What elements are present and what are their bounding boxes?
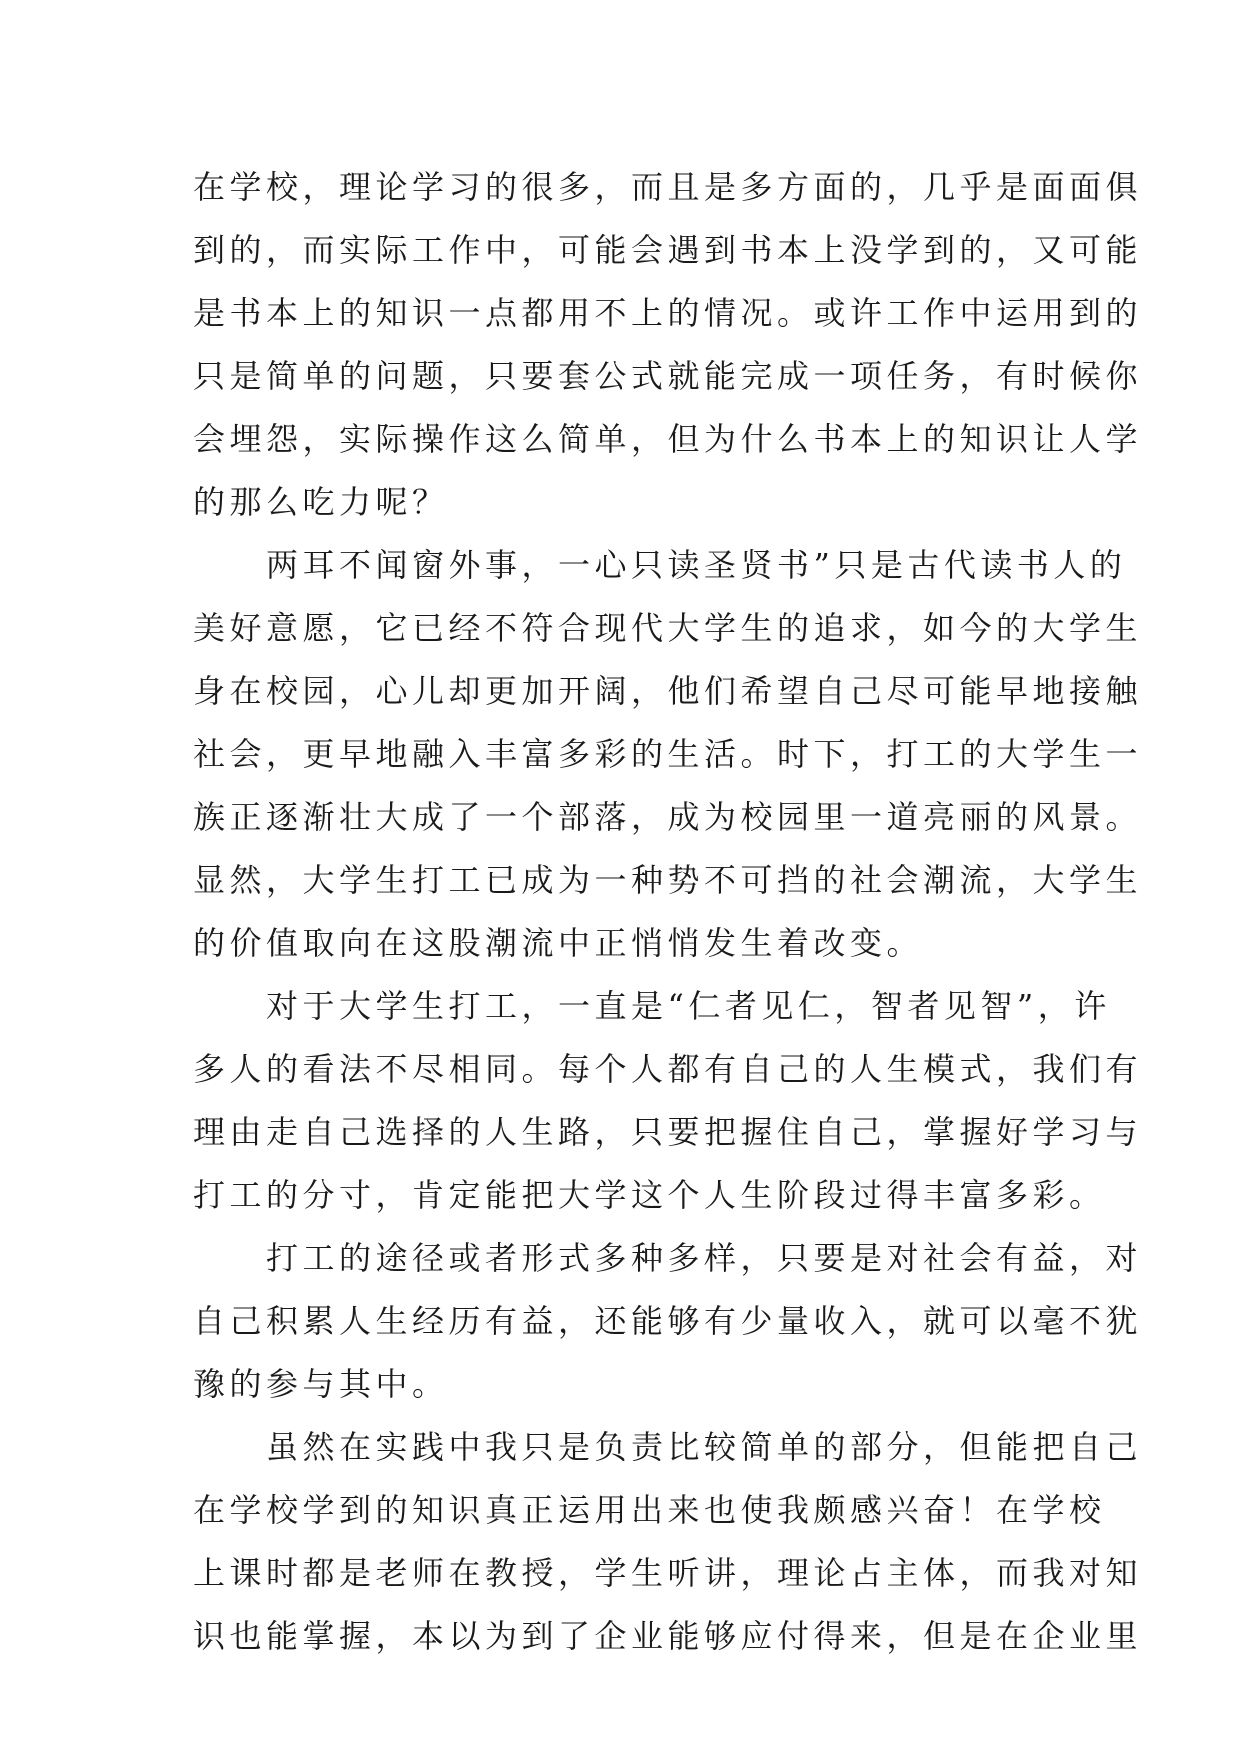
text-line: 虽然在实践中我只是负责比较简单的部分，但能把自己 (266, 1428, 1143, 1466)
text-line: 族正逐渐壮大成了一个部落，成为校园里一道亮丽的风景。 (193, 798, 1143, 836)
paragraph-2 (193, 534, 1143, 975)
text-line: 对于大学生打工，一直是“仁者见仁，智者见智”，许 (266, 987, 1111, 1025)
text-line: 两耳不闻窗外事，一心只读圣贤书”只是古代读书人的 (266, 546, 1127, 584)
text-line: 理由走自己选择的人生路，只要把握住自己，掌握好学习与 (193, 1113, 1143, 1151)
text-line: 自己积累人生经历有益，还能够有少量收入，就可以毫不犹 (193, 1302, 1143, 1340)
text-line: 豫的参与其中。 (193, 1365, 449, 1403)
text-line: 身在校园，心儿却更加开阔，他们希望自己尽可能早地接触 (193, 672, 1143, 710)
text-line: 会埋怨，实际操作这么简单，但为什么书本上的知识让人学 (193, 420, 1143, 458)
text-line: 美好意愿，它已经不符合现代大学生的追求，如今的大学生 (193, 609, 1143, 647)
text-line: 到的，而实际工作中，可能会遇到书本上没学到的，又可能 (193, 231, 1143, 269)
text-line: 的价值取向在这股潮流中正悄悄发生着改变。 (193, 924, 924, 962)
text-line: 只是简单的问题，只要套公式就能完成一项任务，有时候你 (193, 357, 1143, 395)
text-line: 显然，大学生打工已成为一种势不可挡的社会潮流，大学生 (193, 861, 1143, 899)
text-line: 在学校，理论学习的很多，而且是多方面的，几乎是面面俱 (193, 168, 1143, 206)
paragraph-4 (193, 1227, 1143, 1416)
paragraph-1 (193, 156, 1143, 534)
text-line: 打工的途径或者形式多种多样，只要是对社会有益，对 (266, 1239, 1143, 1277)
text-line: 是书本上的知识一点都用不上的情况。或许工作中运用到的 (193, 294, 1143, 332)
text-line: 打工的分寸，肯定能把大学这个人生阶段过得丰富多彩。 (193, 1176, 1106, 1214)
text-line: 社会，更早地融入丰富多彩的生活。时下，打工的大学生一 (193, 735, 1143, 773)
paragraph-5 (193, 1416, 1143, 1668)
text-line: 上课时都是老师在教授，学生听讲，理论占主体，而我对知 (193, 1554, 1143, 1592)
text-line: 识也能掌握，本以为到了企业能够应付得来，但是在企业里 (193, 1617, 1143, 1655)
text-line: 多人的看法不尽相同。每个人都有自己的人生模式，我们有 (193, 1050, 1143, 1088)
text-line: 的那么吃力呢？ (193, 483, 449, 521)
text-line: 在学校学到的知识真正运用出来也使我颇感兴奋！在学校 (193, 1491, 1106, 1529)
document-body (193, 156, 1143, 1668)
paragraph-3 (193, 975, 1143, 1227)
